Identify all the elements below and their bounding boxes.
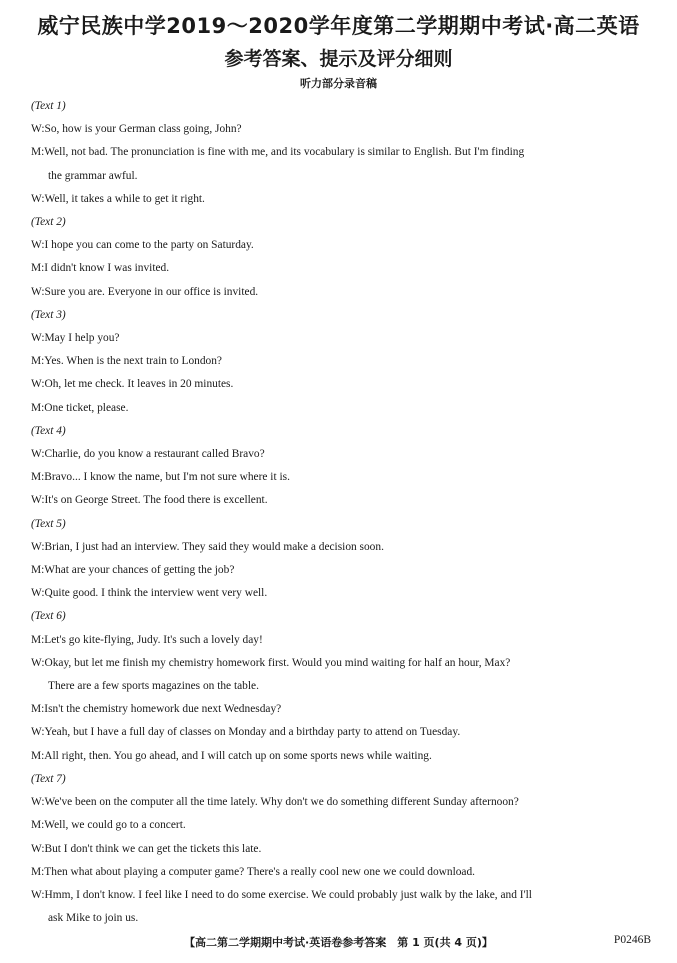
transcript-line: W:Well, it takes a while to get it right. — [31, 192, 205, 205]
transcript-line-continuation: the grammar awful. — [48, 169, 138, 182]
section-heading: 听力部分录音稿 — [300, 77, 377, 90]
transcript-line: W:May I help you? — [31, 332, 120, 345]
transcript-line: M:All right, then. You go ahead, and I will catch up on some sports news while waiting. — [31, 749, 432, 762]
text-label: (Text 1) — [31, 100, 66, 112]
transcript-line: W:But I don't think we can get the tickets this late. — [31, 842, 262, 855]
transcript-line: W:Quite good. I think the interview went very well. — [31, 587, 268, 600]
transcript-line: M:Bravo... I know the name, but I'm not sure where it is. — [31, 471, 290, 484]
transcript-line: M:I didn't know I was invited. — [31, 262, 170, 275]
transcript-line: W:I hope you can come to the party on Saturday. — [31, 239, 254, 252]
transcript-line: W:Okay, but let me finish my chemistry homework first. Would you mind waiting for half an hour, Max? — [31, 656, 511, 669]
transcript-line: W:Oh, let me check. It leaves in 20 minutes. — [31, 378, 234, 391]
transcript-line: M:Well, not bad. The pronunciation is fine with me, and its vocabulary is similar to English. But I'm finding — [31, 146, 525, 159]
text-label: (Text 5) — [31, 517, 66, 530]
transcript-line: M:Let's go kite-flying, Judy. It's such a lovely day! — [31, 633, 263, 646]
footer-code: P0246B — [613, 934, 651, 946]
text-label: (Text 2) — [31, 216, 66, 229]
footer-page-info: 【高二第二学期期中考试·英语卷参考答案 第 1 页(共 4 页)】 — [184, 936, 493, 949]
transcript-line: M:Isn't the chemistry homework due next Wednesday? — [31, 703, 282, 716]
transcript-line: W:We've been on the computer all the time lately. Why don't we do something different Sunday afternoon? — [31, 796, 519, 809]
text-label: (Text 4) — [31, 424, 66, 437]
transcript-line: W:Hmm, I don't know. I feel like I need to do some exercise. We could probably just walk by the lake, and I'll — [31, 888, 532, 901]
transcript-line: M:What are your chances of getting the job? — [31, 564, 235, 577]
transcript-line-continuation: ask Mike to join us. — [48, 912, 139, 925]
transcript-line: M:Then what about playing a computer game? There's a really cool new one we could download. — [31, 865, 476, 878]
transcript-line: M:Well, we could go to a concert. — [31, 819, 186, 832]
text-label: (Text 7) — [31, 772, 66, 785]
page-subtitle: 参考答案、提示及评分细则 — [224, 48, 453, 70]
transcript-line: M:Yes. When is the next train to London? — [31, 355, 222, 368]
text-label: (Text 3) — [31, 308, 66, 321]
transcript-line: W:Brian, I just had an interview. They said they would make a decision soon. — [31, 540, 384, 553]
transcript-line: W:It's on George Street. The food there is excellent. — [31, 494, 268, 507]
page-title: 威宁民族中学2019～2020学年度第二学期期中考试·高二英语 — [37, 14, 640, 38]
transcript-line: M:One ticket, please. — [31, 401, 129, 414]
transcript-line: W:So, how is your German class going, John? — [31, 123, 242, 136]
transcript-line: W:Sure you are. Everyone in our office is invited. — [31, 285, 259, 298]
transcript-line: W:Charlie, do you know a restaurant called Bravo? — [31, 448, 265, 461]
text-label: (Text 6) — [31, 610, 66, 623]
transcript-line: W:Yeah, but I have a full day of classes on Monday and a birthday party to attend on Tuesday. — [31, 726, 461, 739]
page-footer — [0, 934, 677, 954]
transcript-line-continuation: There are a few sports magazines on the table. — [48, 680, 259, 693]
transcript-body — [31, 95, 656, 930]
